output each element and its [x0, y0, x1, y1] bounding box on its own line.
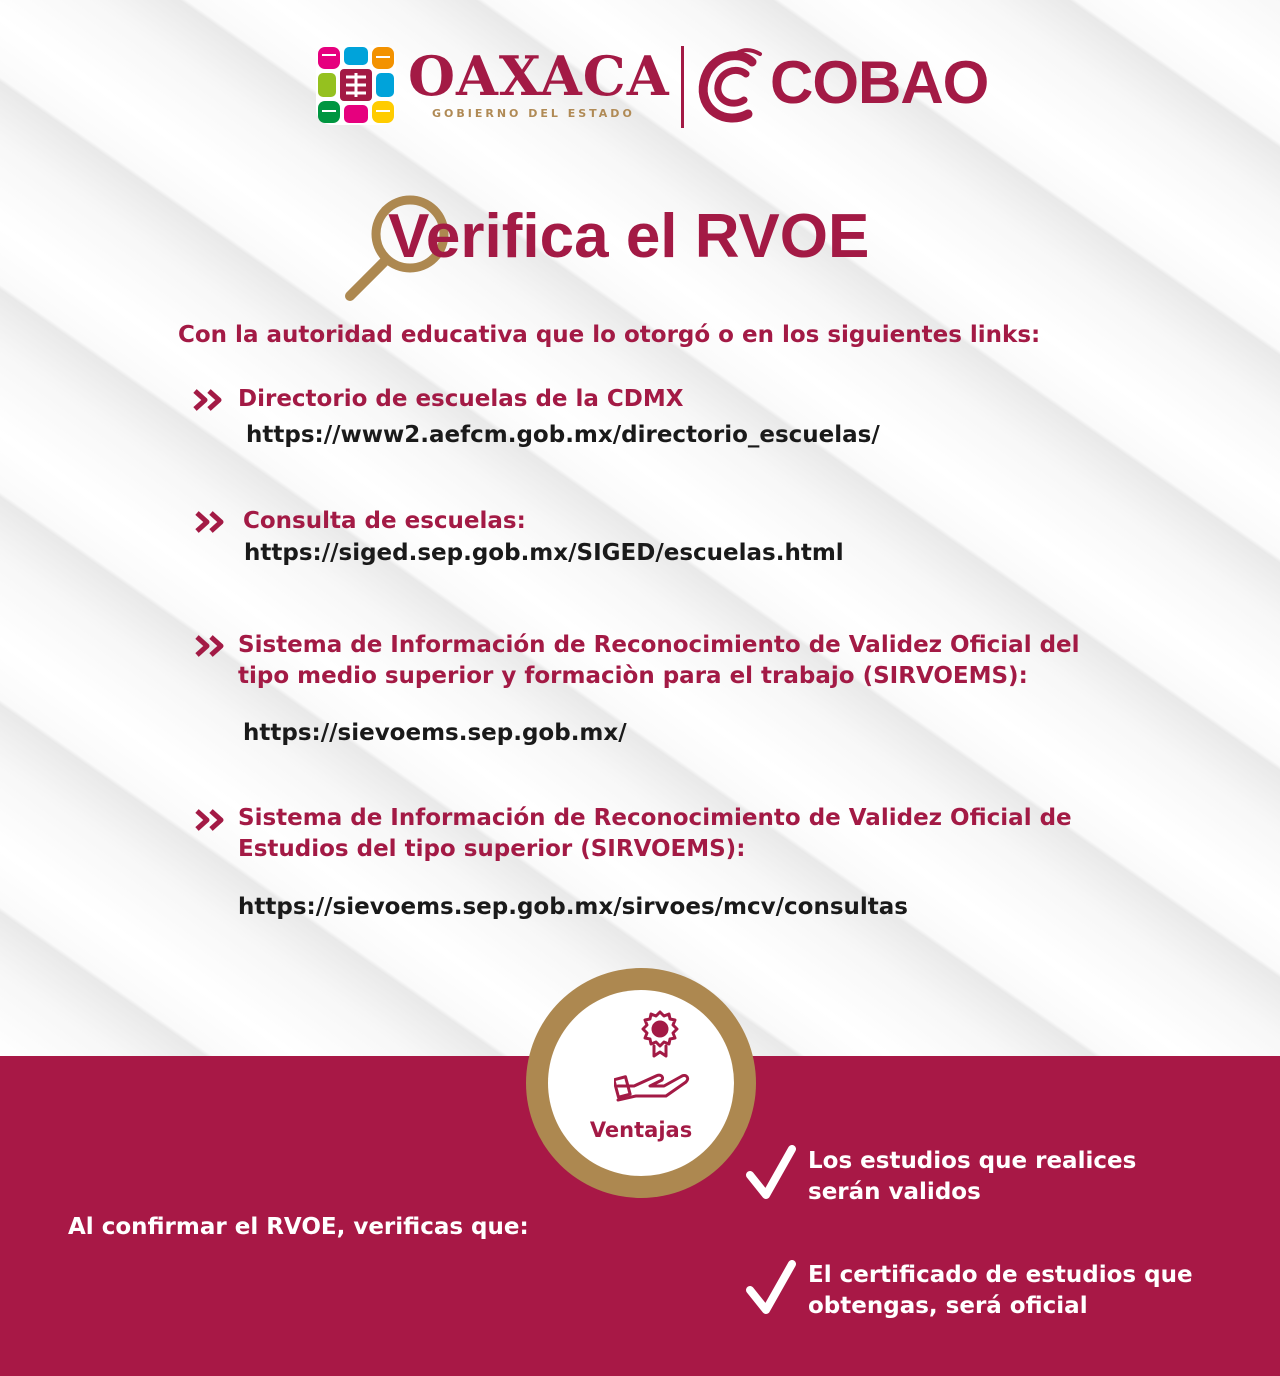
link-url[interactable]: https://siged.sep.gob.mx/SIGED/escuelas.html — [244, 540, 844, 566]
chevron-double-right-icon — [192, 388, 226, 412]
title-block — [0, 190, 1280, 310]
link-title: Estudios del tipo superior (SIRVOEMS): — [238, 836, 746, 862]
institution-name: COBAO — [770, 49, 989, 116]
link-url[interactable]: https://www2.aefcm.gob.mx/directorio_escuelas/ — [246, 422, 880, 448]
chevron-double-right-icon — [194, 634, 228, 658]
page-title: Verifica el RVOE — [388, 202, 870, 271]
state-name: OAXACA — [408, 44, 670, 108]
link-url[interactable]: https://sievoems.sep.gob.mx/sirvoes/mcv/consultas — [238, 894, 908, 920]
chevron-double-right-icon — [194, 808, 228, 832]
advantages-badge — [526, 968, 756, 1198]
link-title: Consulta de escuelas: — [243, 508, 526, 534]
benefit-item — [740, 1145, 1260, 1209]
badge-label: Ventajas — [589, 1118, 693, 1142]
header — [0, 40, 1280, 130]
benefit-text: serán validos — [808, 1179, 981, 1205]
checkmark-icon — [744, 1260, 798, 1320]
badge-inner — [548, 990, 734, 1176]
benefit-text: obtengas, será oficial — [808, 1293, 1088, 1319]
checkmark-icon — [744, 1145, 798, 1205]
link-url[interactable]: https://sievoems.sep.gob.mx/ — [243, 720, 627, 746]
benefit-item — [740, 1260, 1260, 1324]
benefit-text: Los estudios que realices — [808, 1148, 1137, 1174]
state-subtitle: GOBIERNO DEL ESTADO — [432, 107, 635, 120]
link-title: Sistema de Información de Reconocimiento de Validez Oficial del — [238, 632, 1080, 658]
chevron-double-right-icon — [194, 510, 228, 534]
link-title: Directorio de escuelas de la CDMX — [238, 386, 684, 412]
cobao-logo-icon — [696, 48, 766, 124]
intro-text: Con la autoridad educativa que lo otorgó o en los siguientes links: — [178, 322, 1041, 348]
oaxaca-emblem-icon — [316, 45, 396, 125]
logo-divider — [681, 46, 684, 128]
hand-certificate-icon — [614, 1004, 694, 1104]
benefit-text: El certificado de estudios que — [808, 1262, 1193, 1288]
advantages-lead: Al confirmar el RVOE, verificas que: — [68, 1214, 529, 1240]
link-title: tipo medio superior y formaciòn para el trabajo (SIRVOEMS): — [238, 663, 1028, 689]
link-title: Sistema de Información de Reconocimiento de Validez Oficial de — [238, 805, 1072, 831]
